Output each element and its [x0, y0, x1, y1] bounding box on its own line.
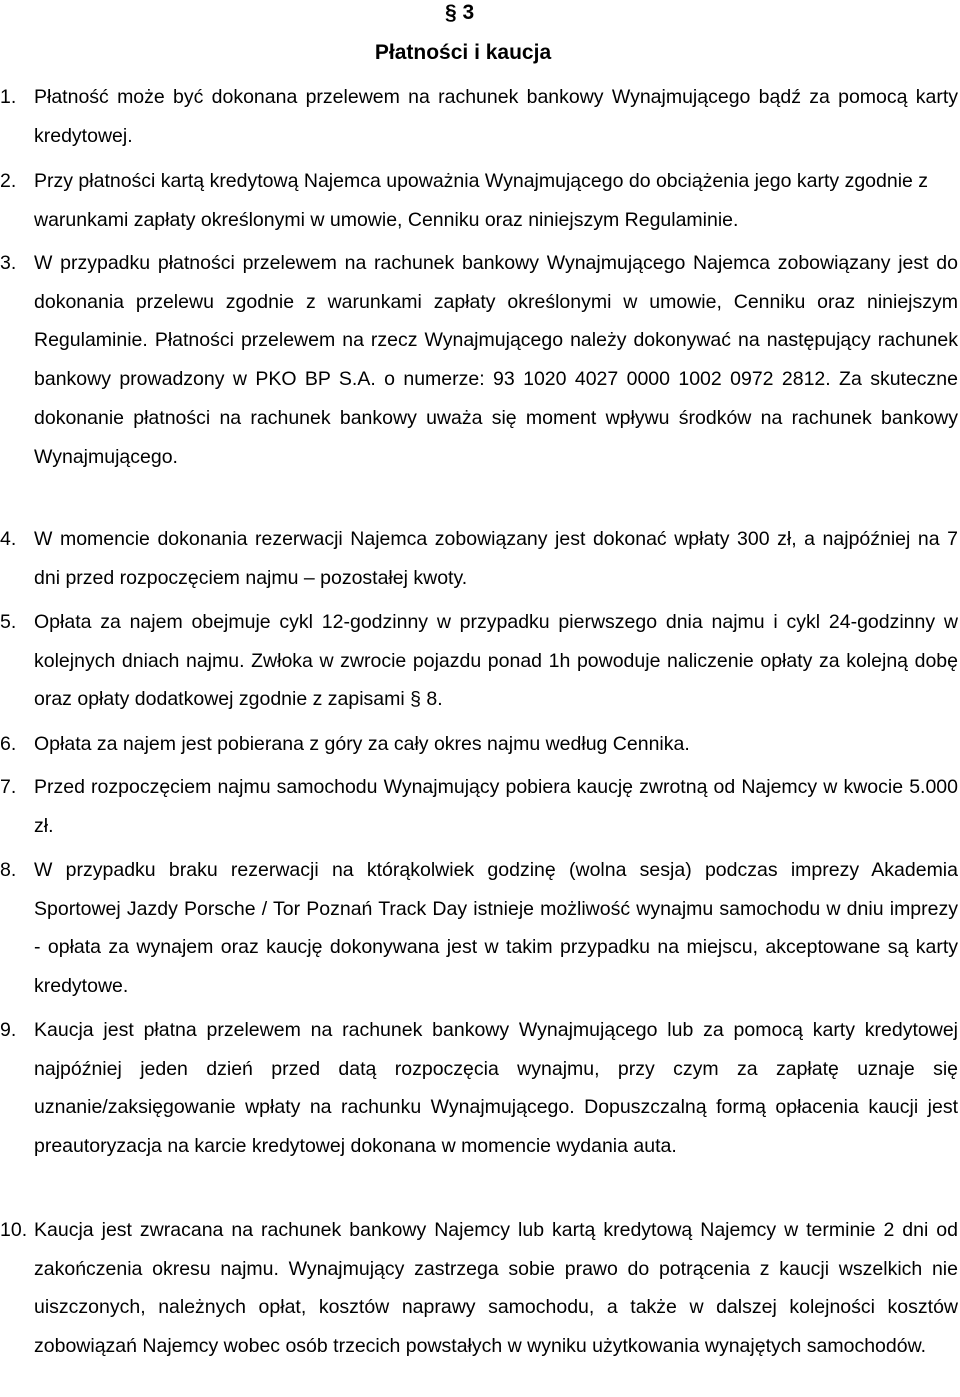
- list-item-number: 7.: [0, 776, 17, 798]
- list-item-7: [0, 768, 960, 845]
- list-item-4: [0, 520, 960, 597]
- list-item-6: [0, 725, 960, 764]
- list-item-text: Przy płatności kartą kredytową Najemca upoważnia Wynajmującego do obciążenia jego karty zgodnie z warunkami zapłaty określonymi w umowie, Cenniku oraz niniejszym Regulaminie.: [34, 170, 929, 231]
- section-title: Płatności i kaucja: [374, 41, 552, 64]
- list-item-text: Opłata za najem jest pobierana z góry za cały okres najmu według Cennika.: [34, 733, 690, 755]
- list-item-number: 1.: [0, 86, 17, 108]
- list-item-text: W momencie dokonania rezerwacji Najemca zobowiązany jest dokonać wpłaty 300 zł, a najpóźniej na 7 dni przed rozpoczęciem najmu – pozostałej kwoty.: [34, 528, 958, 589]
- list-item-text: W przypadku płatności przelewem na rachunek bankowy Wynajmującego Najemca zobowiązany jest do dokonania przelewu zgodnie z warunkami zapłaty określonymi w umowie, Cenniku oraz niniejszym Regulaminie. Płatności przelewem na rzecz Wynajmującego należy dokonywać na następujący rachunek bankowy prowadzony w PKO BP S.A. o numerze: 93 1020 4027 0000 1002 0972 2812. Za skuteczne dokonanie płatności na rachunek bankowy uważa się moment wpływu środków na rachunek bankowy Wynajmującego.: [34, 252, 958, 468]
- list-item-number: 9.: [0, 1019, 17, 1041]
- list-item-number: 3.: [0, 252, 17, 274]
- list-item-text: Przed rozpoczęciem najmu samochodu Wynajmujący pobiera kaucję zwrotną od Najemcy w kwocie 5.000 zł.: [34, 776, 958, 837]
- list-item-text: Opłata za najem obejmuje cykl 12-godzinny w przypadku pierwszego dnia najmu i cykl 24-godzinny w kolejnych dniach najmu. Zwłoka w zwrocie pojazdu ponad 1h powoduje naliczenie opłaty za kolejną dobę oraz opłaty dodatkowej zgodnie z zapisami § 8.: [34, 611, 958, 711]
- list-item-5: [0, 603, 960, 719]
- list-item-3: [0, 244, 960, 476]
- list-item-number: 6.: [0, 733, 17, 755]
- list-item-number: 8.: [0, 859, 17, 881]
- list-item-text: Płatność może być dokonana przelewem na rachunek bankowy Wynajmującego bądź za pomocą karty kredytowej.: [34, 86, 958, 147]
- list-item-9: [0, 1011, 960, 1166]
- list-item-10: [0, 1211, 960, 1366]
- list-item-number: 5.: [0, 611, 17, 633]
- list-item-number: 4.: [0, 528, 17, 550]
- list-item-text: Kaucja jest płatna przelewem na rachunek bankowy Wynajmującego lub za pomocą karty kredytowej najpóźniej jeden dzień przed datą rozpoczęcia wynajmu, przy czym za zapłatę uznaje się uznanie/zaksięgowanie wpłaty na rachunku Wynajmującego. Dopuszczalną formą opłacenia kaucji jest preautoryzacja na karcie kredytowej dokonana w momencie wydania auta.: [34, 1019, 958, 1158]
- list-item-1: [0, 78, 960, 155]
- list-item-text: W przypadku braku rezerwacji na którąkolwiek godzinę (wolna sesja) podczas imprezy Akademia Sportowej Jazdy Porsche / Tor Poznań Track Day istnieje możliwość wynajmu samochodu w dniu imprezy - opłata za wynajem oraz kaucję dokonywana jest w takim przypadku na miejscu, akceptowane są karty kredytowe.: [34, 859, 958, 998]
- list-item-number: 2.: [0, 170, 17, 192]
- list-item-number: 10.: [0, 1219, 28, 1241]
- list-item-text: Kaucja jest zwracana na rachunek bankowy Najemcy lub kartą kredytową Najemcy w terminie 2 dni od zakończenia okresu najmu. Wynajmujący zastrzega sobie prawo do potrącenia z kaucji wszelkich nie uiszczonych, należnych opłat, kosztów naprawy samochodu, a także w dalszej kolejności kosztów zobowiązań Najemcy wobec osób trzecich powstałych w wyniku użytkowania wynajętych samochodów.: [34, 1219, 958, 1358]
- list-item-2: [0, 162, 960, 239]
- section-number: § 3: [445, 1, 475, 24]
- list-item-8: [0, 851, 960, 1006]
